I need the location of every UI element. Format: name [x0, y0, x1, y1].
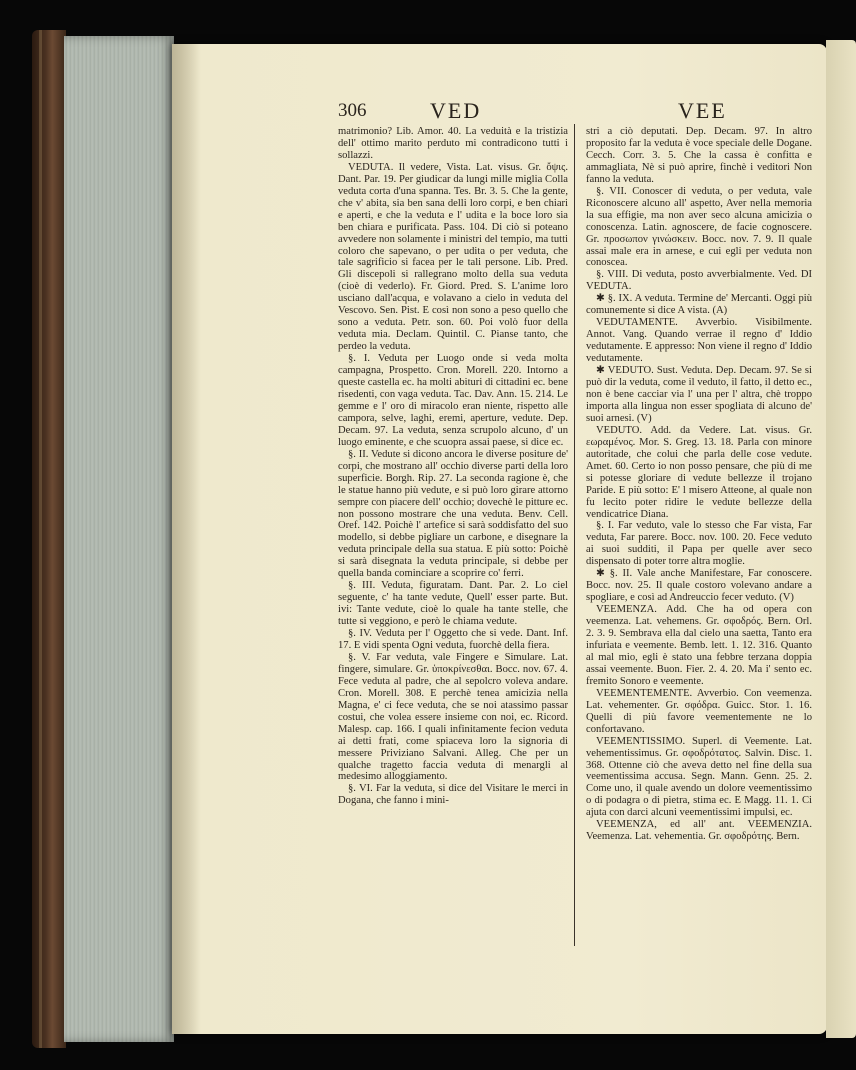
entry-paragraph: matrimonio? Lib. Amor. 40. La veduità e la tristizia dell' ottimo marito perduto mi contradicono tutti i sollazzi. [338, 126, 568, 161]
page-header [338, 98, 823, 126]
entry-paragraph: §. VIII. Di veduta, posto avverbialmente. Ved. DI VEDUTA. [586, 269, 812, 293]
entry-paragraph: VEEMENZA. Add. Che ha od opera con veemenza. Lat. vehemens. Gr. σφοδρός. Bern. Orl. 2. 3. 9. Sembrava ella dal cielo una saetta, Tanto era infuriata e veemente. Bemb. lett. 1. 12. 316. Quanto al mal mio, egli è stato una febbre terzana doppia assai veemente. Buon. Fier. 2. 4. 20. Ma i' sento ec. fremito Sonoro e veemente. [586, 604, 812, 687]
entry-paragraph: §. IV. Veduta per l' Oggetto che si vede. Dant. Inf. 17. E vidi spenta Ogni veduta, fuorchè della fiera. [338, 628, 568, 651]
book-spine [32, 30, 66, 1048]
entry-paragraph: §. I. Far veduto, vale lo stesso che Far vista, Far veduta, Far parere. Bocc. nov. 100. 20. Fece veduto ai suoi sudditi, il Papa per quelle aver seco dispensato di poter torre altra moglie. [586, 520, 812, 568]
entry-paragraph: VEEMENTISSIMO. Superl. di Veemente. Lat. vehementissimus. Gr. σφοδρότατος. Salvin. Disc. 1. 368. Ottenne ciò che aveva detto nel fine della sua veementissima accusa. Segn. Mann. Genn. 25. 2. Come uno, il quale avendo un dolore veementissimo o di podagra o di pietra, stima ec. E Magg. 11. 1. Ci ajuta con darci alcuni veementissimi impulsi, ec. [586, 735, 812, 819]
column-divider [574, 124, 575, 946]
entry-paragraph: ✱ VEDUTO. Sust. Veduta. Dep. Decam. 97. Se si può dir la veduta, come il veduto, il fatto, il detto ec., non è bene cacciar via l' una per l' altra, chè troppo importa alla lingua non esser spogliata di alcuno de' suoi arnesi. (V) [586, 365, 812, 424]
entry-paragraph: ✱ §. IX. A veduta. Termine de' Mercanti. Oggi più comunemente si dice A vista. (A) [586, 293, 812, 317]
guide-word-right: VEE [678, 98, 727, 123]
right-column [586, 126, 812, 843]
page-number: 306 [338, 100, 367, 121]
entry-paragraph: VEDUTO. Add. da Vedere. Lat. visus. Gr. εωραμένος. Mor. S. Greg. 13. 18. Parla con minore autoritade, che colui che parla delle cose vedute. Amet. 60. Certo io non posso pensare, che più di me si potesse gloriare di vedute bellezze il trojano Paride. E più sotto: E' l misero Atteone, al quale non fu lecito poter ridire le vedute bellezze della vendicatrice Diana. [586, 424, 812, 520]
entry-paragraph: §. VII. Conoscer di veduta, o per veduta, vale Riconoscere alcuno all' aspetto, Aver nella memoria la sua effigie, ma non aver seco alcuna amicizia o conoscenza. Latin. agnoscere, de facie cognoscere. Gr. προσωπον γινώσκειν. Bocc. nov. 7. 9. Il quale assai male era in arnese, e cui egli per veduta non conoscea. [586, 185, 812, 269]
entry-paragraph: §. VI. Far la veduta, si dice del Visitare le merci in Dogana, che fanno i mini- [338, 783, 568, 807]
guide-word-left: VED [430, 98, 482, 123]
left-column [338, 126, 568, 807]
entry-paragraph: VEEMENZA, ed all' ant. VEEMENZIA. Veemenza. Lat. vehementia. Gr. σφοδρότης. Bern. [586, 819, 812, 843]
page-edges [64, 36, 174, 1042]
entry-paragraph: §. II. Vedute si dicono ancora le diverse positure de' corpi, che mostrano all' occhio diverse parti della loro superficie. Borgh. Rip. 27. La seconda ragione è, che le statue hanno più vedute, e si può loro girare attorno sempre con piacere dell' occhio; dovechè le pitture ec. non possono mostrare che una veduta. Benv. Cell. Oref. 142. Poichè l' artefice si sarà soddisfatto del suo modello, si debbe pigliare un carbone, e disegnare la veduta principale della sua statua. E più sotto: Poichè si sarà disegnata la veduta principale, si debbe per quella banda cominciare a scoprire co' ferri. [338, 448, 568, 580]
entry-paragraph: stri a ciò deputati. Dep. Decam. 97. In altro proposito far la veduta è voce speciale delle Dogane. Cecch. Corr. 3. 5. Che la cassa è confitta e ammagliata, Nè si può aprire, finchè i veditori Non fanno la veduta. [586, 126, 812, 185]
entry-paragraph: VEDUTAMENTE. Avverbio. Visibilmente. Annot. Vang. Quando verrae il regno d' Iddio vedutamente. E appresso: Non viene il regno d' Iddio vedutamente. [586, 317, 812, 365]
entry-paragraph: VEDUTA. Il vedere, Vista. Lat. visus. Gr. ὄψις. Dant. Par. 19. Per giudicar da lungi mille miglia Colla veduta corta d'una spanna. Tes. Br. 3. 5. Che la gente, che v' abita, sia ben sana delli loro corpi, e ben chiari e aperti, e che la veduta e l' udita e la boce loro sia ben chiara e purificata. Pass. 104. Di ciò si poteano avvedere non solamente i ministri del tempio, ma tutti coloro che sapevano, o per udita o per veduta, che tale sagrificio si facea per le tali persone. Lib. Pred. Gli discepoli si rallegrano molto della sua veduta (cioè di vederlo). Fr. Giord. Pred. S. L'anime loro usciano dall'acqua, e volavano a cielo in veduta del Vescovo. Sen. Pist. E così non sono a peso quello che sono a veduta. Petr. son. 60. Poi volò fuor della veduta mia. Declam. Quintil. C. Pianse tanto, che perdeo la veduta. [338, 161, 568, 353]
entry-paragraph: VEEMENTEMENTE. Avverbio. Con veemenza. Lat. vehementer. Gr. σφόδρα. Guicc. Stor. 1. 16. Quelli di più favore veementemente ne lo confortavano. [586, 687, 812, 735]
entry-paragraph: §. I. Veduta per Luogo onde si veda molta campagna, Prospetto. Cron. Morell. 220. Intorno a queste castella ec. ha molti abituri di cittadini ec. bene risedenti, con vaga veduta. Tac. Dav. Ann. 15. 214. Le gemme e l' oro di miracolo eran niente, rispetto alle campora, selve, laghi, eremi, aperture, vedute. Dep. Decam. 97. La veduta, senza scrupolo alcuno, d' un luogo eminente, e che scuopra assai paese, si dice ec. [338, 353, 568, 448]
entry-paragraph: §. V. Far veduta, vale Fingere e Simulare. Lat. fingere, simulare. Gr. ὑποκρίνεσθαι. Bocc. nov. 67. 4. Fece veduta al padre, che al sepolcro voleva andare. Cron. Morell. 308. E perchè tenea amicizia nella Magna, e' ci fece veduta, che se noi atassimo passar costui, che volea essere insieme con noi, ec. Ricord. Malesp. cap. 166. I quali infinitamente fecion veduta ai detti frati, come spiaceva loro la signoria di messere Priviziano Salvani. Alleg. Che per un qualche tragetto faccia veduta di menargli al medesimo alloggiamento. [338, 651, 568, 783]
entry-paragraph: §. III. Veduta, figuratam. Dant. Par. 2. Lo ciel seguente, c' ha tante vedute, Quell' esser parte. But. ivi: Tante vedute, cioè lo quale ha tante stelle, che tutte si veggiono, e però le chiama vedute. [338, 580, 568, 628]
next-page-edge [826, 40, 856, 1038]
entry-paragraph: ✱ §. II. Vale anche Manifestare, Far conoscere. Bocc. nov. 25. Il quale costoro volevano andare a spogliare, e così ad Andreuccio fecer veduto. (V) [586, 568, 812, 604]
